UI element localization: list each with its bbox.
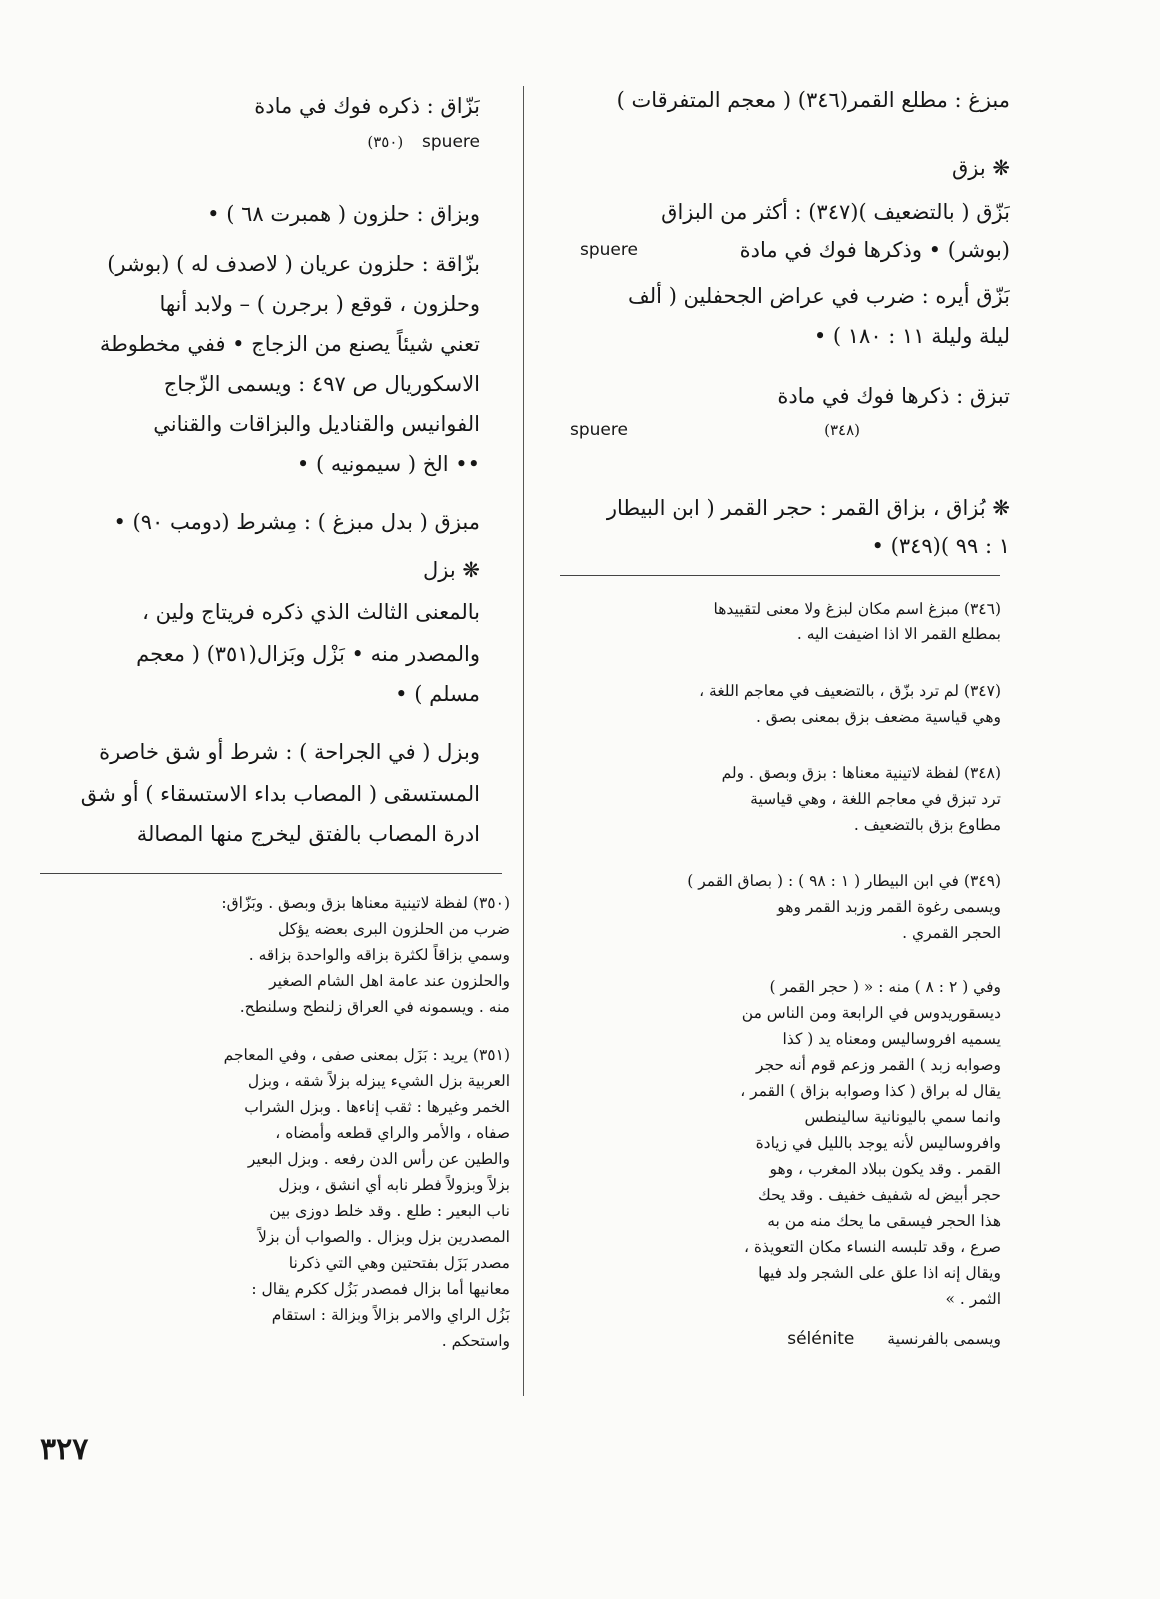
- entry-buzaq-cont: ١ : ٩٩ )(٣٤٩) •: [871, 534, 1010, 558]
- entry-bazzaq-ayrah: بَزّق أيره : ضرب في عراض الجحفلين ( ألف: [628, 284, 1010, 308]
- footnote-349-quote: يسميه افروساليس ومعناه يد ( كذا: [782, 1030, 1001, 1048]
- latin-word: spuere: [570, 420, 628, 440]
- entry-bazzaqa-cont: وحلزون ، قوقع ( برجرن ) – ولابد أنها: [159, 292, 480, 316]
- footnote-ref-350: [68, 122, 480, 162]
- entry-mabzagh: مبزغ : مطلع القمر(٣٤٦) ( معجم المتفرقات ): [616, 88, 1010, 112]
- footnote-348: (٣٤٨) لفظة لاتينية معناها : بزق وبصق . ولم: [721, 764, 1001, 782]
- entry-bazl-surgery-cont: ادرة المصاب بالفتق ليخرج منها المصالة: [136, 822, 480, 846]
- footnote-349-quote: وافروساليس لأنه يوجد بالليل في زيادة: [755, 1134, 1001, 1152]
- footnote-349-end: الحجر القمري .: [902, 924, 1001, 942]
- latin-word: spuere: [580, 240, 638, 260]
- footnote-350-cont: ضرب من الحلزون البرى بعضه يؤكل: [277, 920, 510, 938]
- footnote-349-quote: ويقال إنه اذا علق على الشجر ولد فيها: [758, 1264, 1001, 1282]
- footnote-349-quote-end: الثمر . »: [945, 1290, 1001, 1308]
- footnote-350: (٣٥٠) لفظة لاتينية معناها بزق وبصق . وبَزّاق:: [221, 894, 510, 912]
- footnote-349-quote: وصوابه زبد ) القمر وزعم قوم أنه حجر: [755, 1056, 1001, 1074]
- entry-bazl-cont: والمصدر منه • بَزْل وبَزال(٣٥١) ( معجم: [136, 642, 480, 666]
- entry-bazzaq-ayrah-cont: ليلة وليلة ١١ : ١٨٠ ) •: [813, 324, 1010, 348]
- entry-bazzaqa-cont: تعني شيئاً يصنع من الزجاج • ففي مخطوطة: [99, 332, 480, 356]
- footnote-349-cont: ويسمى رغوة القمر وزبد القمر وهو: [777, 898, 1001, 916]
- footnote-ref: (٣٥٠): [367, 133, 404, 151]
- entry-tabazzuq: تبزق : ذكرها فوك في مادة: [777, 384, 1010, 408]
- entry-bazl-end: مسلم ) •: [395, 682, 480, 706]
- footnote-351-end: واستحكم .: [441, 1332, 510, 1350]
- entry-mabzaq: مبزق ( بدل مبزغ ) : مِشرط (دومب ٩٠) •: [113, 510, 480, 534]
- footnote-351-cont: مصدر بَزَل بفتحتين وهي التي ذكرنا: [288, 1254, 510, 1272]
- footnote-divider: [40, 873, 502, 874]
- footnote-350-end: منه . ويسمونه في العراق زلنطح وسلنطح.: [239, 998, 510, 1016]
- footnote-349-quote: يقال له براق ( كذا وصوابه بزاق ) القمر ،: [740, 1082, 1001, 1100]
- entry-bazzaqa: بزّاقة : حلزون عريان ( لاصدف له ) (بوشر): [107, 252, 480, 276]
- entry-bazzaqa-end: •• الخ ( سيمونيه ) •: [296, 452, 480, 476]
- entry-bizaq: وبزاق : حلزون ( همبرت ٦٨ ) •: [207, 202, 480, 226]
- entry-bazl: بالمعنى الثالث الذي ذكره فريتاج ولين ،: [142, 600, 480, 624]
- entry-bazzaq-line1: بَزّق ( بالتضعيف )(٣٤٧) : أكثر من البزاق: [661, 200, 1010, 224]
- footnote-349-french: [565, 1326, 1001, 1352]
- footnote-349-quote: هذا الحجر فيسقى ما يحك منه من به: [767, 1212, 1001, 1230]
- footnote-351-cont: العربية بزل الشيء يبزله بزلاً شقه ، وبزل: [247, 1072, 510, 1090]
- footnote-divider: [560, 575, 1000, 576]
- footnote-348-end: مطاوع بزق بالتضعيف .: [853, 816, 1001, 834]
- entry-bazl-surgery-cont: المستسقى ( المصاب بداء الاستسقاء ) أو شق: [80, 782, 480, 806]
- footnote-347: (٣٤٧) لم ترد بزّق ، بالتضعيف في معاجم اللغة ،: [699, 682, 1001, 700]
- page-number: ٣٢٧: [40, 1432, 89, 1467]
- footnote-350-cont: وسمي بزاقاً لكثرة بزاقه والواحدة بزاقه .: [248, 946, 510, 964]
- latin-word: spuere: [422, 132, 480, 152]
- entry-bazzaq-line2: (بوشر) • وذكرها فوك في مادة: [739, 238, 1010, 262]
- footnote-351-cont: الخمر وغيرها : ثقب إناءها . وبزل الشراب: [244, 1098, 510, 1116]
- footnote-351-cont: معانيها أما بزال فمصدر بَزُل ككرم يقال :: [251, 1280, 510, 1298]
- french-label: ويسمى بالفرنسية: [887, 1330, 1001, 1348]
- footnote-351-cont: صفاه ، والأمر والراي قطعه وأمضاه ،: [275, 1124, 510, 1142]
- footnote-347-cont: وهي قياسية مضعف بزق بمعنى بصق .: [755, 708, 1001, 726]
- latin-word: sélénite: [787, 1329, 855, 1349]
- column-divider: [523, 86, 524, 1396]
- footnote-349-quote: ديسقوريدوس في الرابعة ومن الناس من: [741, 1004, 1001, 1022]
- entry-bazzaqa-cont: الاسكوريال ص ٤٩٧ : ويسمى الزّجاج: [163, 372, 480, 396]
- footnote-348-cont: ترد تبزق في معاجم اللغة ، وهي قياسية: [750, 790, 1001, 808]
- entry-bazl-surgery: وبزل ( في الجراحة ) : شرط أو شق خاصرة: [99, 740, 480, 764]
- footnote-346-cont: بمطلع القمر الا اذا اضيفت اليه .: [796, 625, 1001, 643]
- footnote-349-quote: حجر أبيض له شفيف خفيف . وقد يحك: [758, 1186, 1001, 1204]
- entry-bazzaq: بَزّاق : ذكره فوك في مادة: [254, 94, 480, 118]
- headword-buzaq: ❋ بُزاق ، بزاق القمر : حجر القمر ( ابن البيطار: [606, 496, 1010, 520]
- footnote-351: (٣٥١) يريد : بَزَل بمعنى صفى ، وفي المعاجم: [223, 1046, 510, 1064]
- footnote-349: (٣٤٩) في ابن البيطار ( ١ : ٩٨ ) : ( بصاق القمر ): [687, 872, 1001, 890]
- footnote-349-quote: صرع ، وقد تلبسه النساء مكان التعويذة ،: [743, 1238, 1001, 1256]
- footnote-349-quote: وانما سمي باليونانية سالينطس: [804, 1108, 1001, 1126]
- footnote-351-cont: ناب البعير : طلع . وقد خلط دوزى بين: [269, 1202, 510, 1220]
- footnote-346: (٣٤٦) مبزغ اسم مكان لبزغ ولا معنى لتقييدها: [713, 600, 1001, 618]
- entry-bazzaqa-cont: الفوانيس والقناديل والبزاقات والقناني: [153, 412, 480, 436]
- footnote-351-cont: بَزُل الراي والامر بزالاً وبزالة : استقام: [271, 1306, 510, 1324]
- footnote-351-cont: والطين عن رأس الدن رفعه . وبزل البعير: [247, 1150, 510, 1168]
- headword-bazal: ❋ بزل: [423, 558, 480, 582]
- footnote-349-quote: وفي ( ٢ : ٨ ) منه : « ( حجر القمر ): [769, 978, 1001, 996]
- footnote-349-quote: القمر . وقد يكون ببلاد المغرب ، وهو: [769, 1160, 1001, 1178]
- headword-bazaq: ❋ بزق: [952, 156, 1010, 180]
- footnote-351-cont: بزلاً وبزولاً فطر نابه أي انشق ، وبزل: [278, 1176, 510, 1194]
- footnote-351-cont: المصدرين بزل وبزال . والصواب أن بزلاً: [258, 1228, 510, 1246]
- footnote-ref-348: (٣٤٨): [824, 421, 860, 439]
- footnote-350-cont: والحلزون عند عامة اهل الشام الصغير: [269, 972, 510, 990]
